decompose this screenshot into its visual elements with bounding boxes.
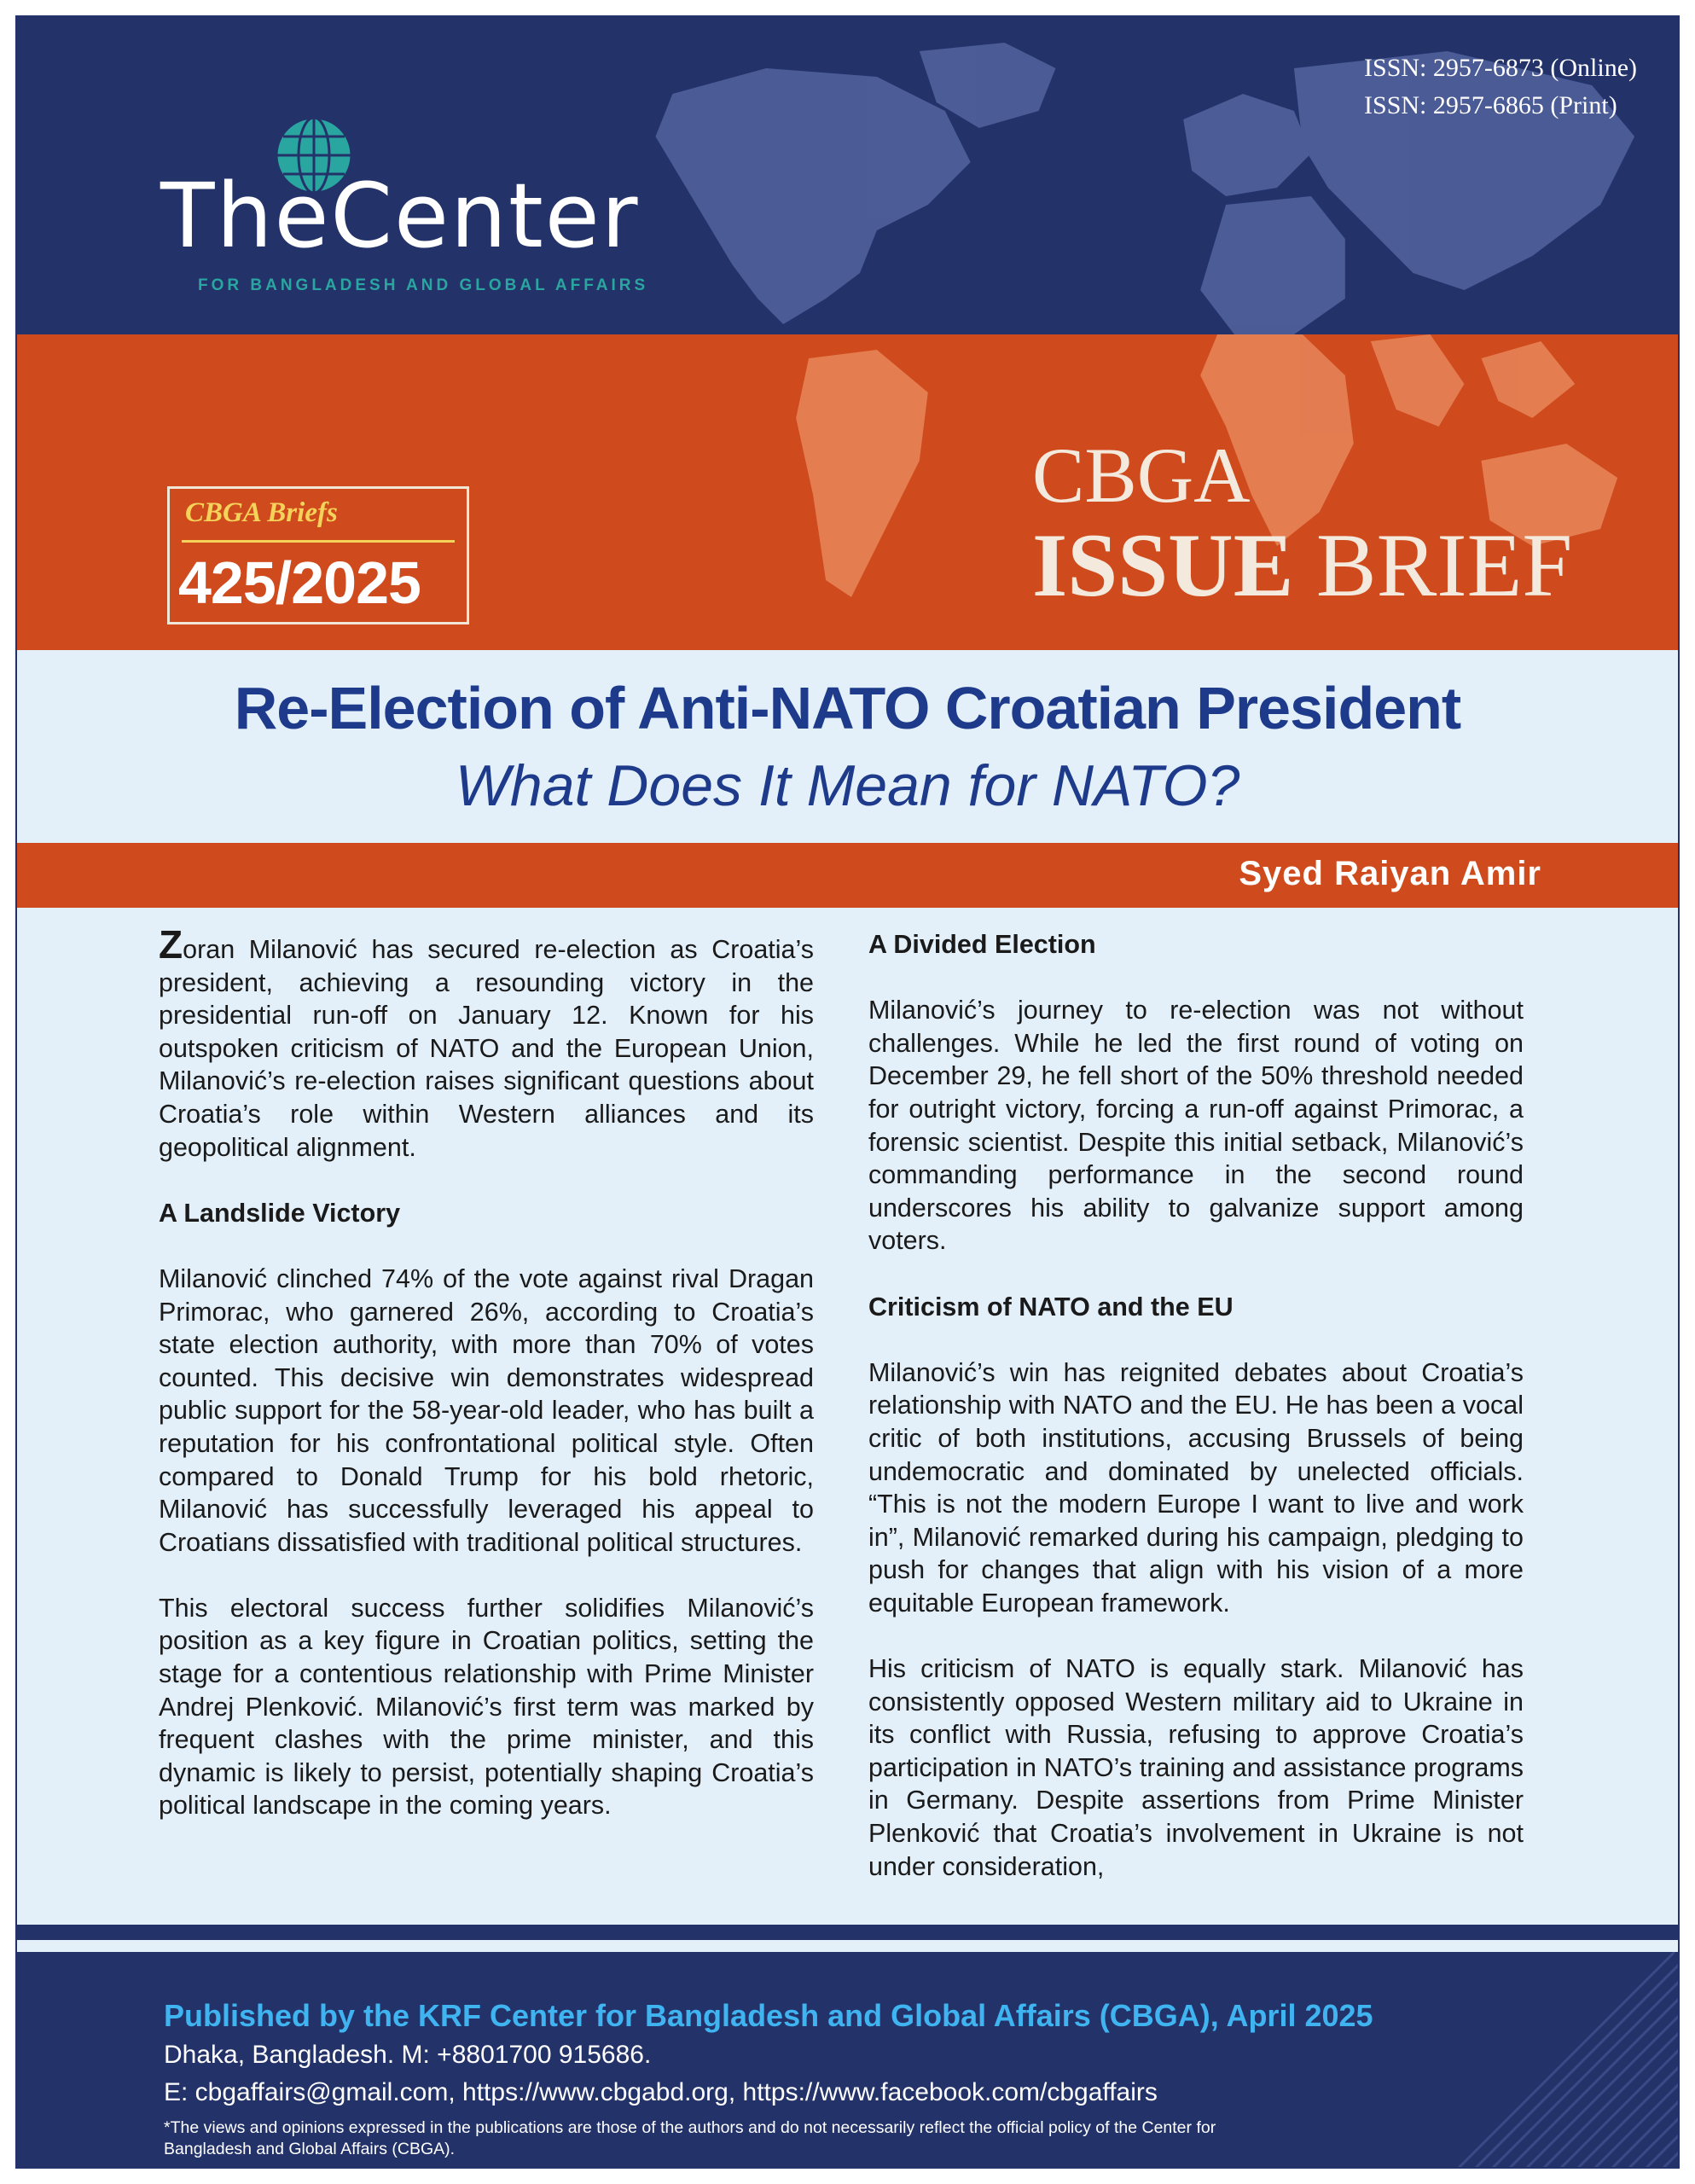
briefs-label: CBGA Briefs	[185, 497, 338, 528]
issn-block	[1364, 49, 1637, 125]
left-column	[159, 922, 814, 1856]
briefs-divider	[182, 540, 455, 543]
article-title: Re-Election of Anti-NATO Croatian President	[234, 675, 1461, 741]
author-bar	[17, 843, 1678, 908]
logo-tagline: FOR BANGLADESH AND GLOBAL AFFAIRS	[198, 276, 649, 294]
author-name: Syed Raiyan Amir	[1239, 855, 1541, 892]
logo-wordmark: TheCenter	[160, 164, 640, 268]
brief-word: BRIEF	[1315, 515, 1573, 615]
publisher-line: Published by the KRF Center for Bangladesh and Global Affairs (CBGA), April 2025	[164, 1998, 1373, 2033]
section-heading-criticism: Criticism of NATO and the EU	[868, 1292, 1234, 1321]
section-heading-divided: A Divided Election	[868, 930, 1096, 959]
intro-paragraph	[159, 922, 814, 1164]
contact-line: E: cbgaffairs@gmail.com, https://www.cbgabd.org, https://www.facebook.com/cbgaffairs	[164, 2078, 1158, 2106]
disclaimer: *The views and opinions expressed in the publications are those of the authors and do not necessarily reflect the official policy of the Center for Bangladesh and Global Affairs (CBGA).	[164, 2118, 1216, 2158]
issn-print: ISSN: 2957-6865 (Print)	[1364, 91, 1617, 119]
footer-stripes-decoration	[1456, 1952, 1678, 2169]
issue-brief-page	[15, 15, 1680, 2169]
article-subtitle: What Does It Mean for NATO?	[455, 753, 1240, 818]
paragraph-landslide-2: This electoral success further solidifies Milanović’s position as a key figure in Croatian politics, setting the stage for a contentious relationship with Prime Minister Andrej Plenković. Milanović’s first term was marked by frequent clashes with the prime minister, and this dynamic is likely to persist, potentially shaping Croatia’s political landscape in the coming years.	[159, 1593, 814, 1821]
issn-online: ISSN: 2957-6873 (Online)	[1364, 54, 1637, 82]
briefs-number: 425/2025	[178, 549, 421, 616]
paragraph-criticism-1: Milanović’s win has reignited debates about Croatia’s relationship with NATO and the EU. He has been a vocal critic of both institutions, accusing Brussels of being undemocratic and dominated by unelected officials. “This is not the modern Europe I want to live and work in”, Milanović remarked during his campaign, pledging to push for changes that align with his vision of a more equitable European framework.	[868, 1357, 1524, 1618]
address-line: Dhaka, Bangladesh. M: +8801700 915686.	[164, 2041, 652, 2069]
paragraph-landslide-1: Milanović clinched 74% of the vote against rival Dragan Primorac, who garnered 26%, according to Croatia’s state election authority, with more than 70% of votes counted. This decisive win demonstrates widespread public support for the 58-year-old leader, who has built a reputation for his confrontational political style. Often compared to Donald Trump for his bold rhetoric, Milanović has successfully leveraged his appeal to Croatians dissatisfied with traditional political structures.	[159, 1263, 814, 1557]
section-heading-landslide: A Landslide Victory	[159, 1198, 401, 1228]
issue-word: ISSUE	[1032, 515, 1294, 615]
paragraph-criticism-2: His criticism of NATO is equally stark. Milanović has consistently opposed Western military aid to Ukraine in its conflict with Russia, refusing to approve Croatia’s participation in NATO’s training and assistance programs in Germany. Despite assertions from Prime Minister Plenković that Croatia’s involvement in Ukraine is not under consideration,	[868, 1654, 1524, 1881]
drop-cap: Z	[159, 922, 183, 967]
footer	[17, 1952, 1678, 2169]
series-label: CBGA	[1032, 432, 1251, 519]
footer-divider	[17, 1925, 1678, 1940]
issue-brief-heading	[1032, 514, 1572, 618]
right-column	[868, 928, 1524, 1916]
paragraph-divided: Milanović’s journey to re-election was not without challenges. While he led the first round of voting on December 29, he fell short of the 50% threshold needed for outright victory, forcing a run-off against Primorac, a forensic scientist. Despite this initial setback, Milanović’s commanding performance in the second round underscores his ability to galvanize support among voters.	[868, 996, 1524, 1256]
briefs-number-box	[167, 486, 469, 624]
intro-text: oran Milanović has secured re-election as Croatia’s president, achieving a resounding victory in the presidential run-off on January 12. Known for his outspoken criticism of NATO and the European Union, Milanović’s re-election raises significant questions about Croatia’s role within Western alliances and its geopolitical alignment.	[159, 935, 814, 1162]
center-logo	[160, 113, 672, 300]
